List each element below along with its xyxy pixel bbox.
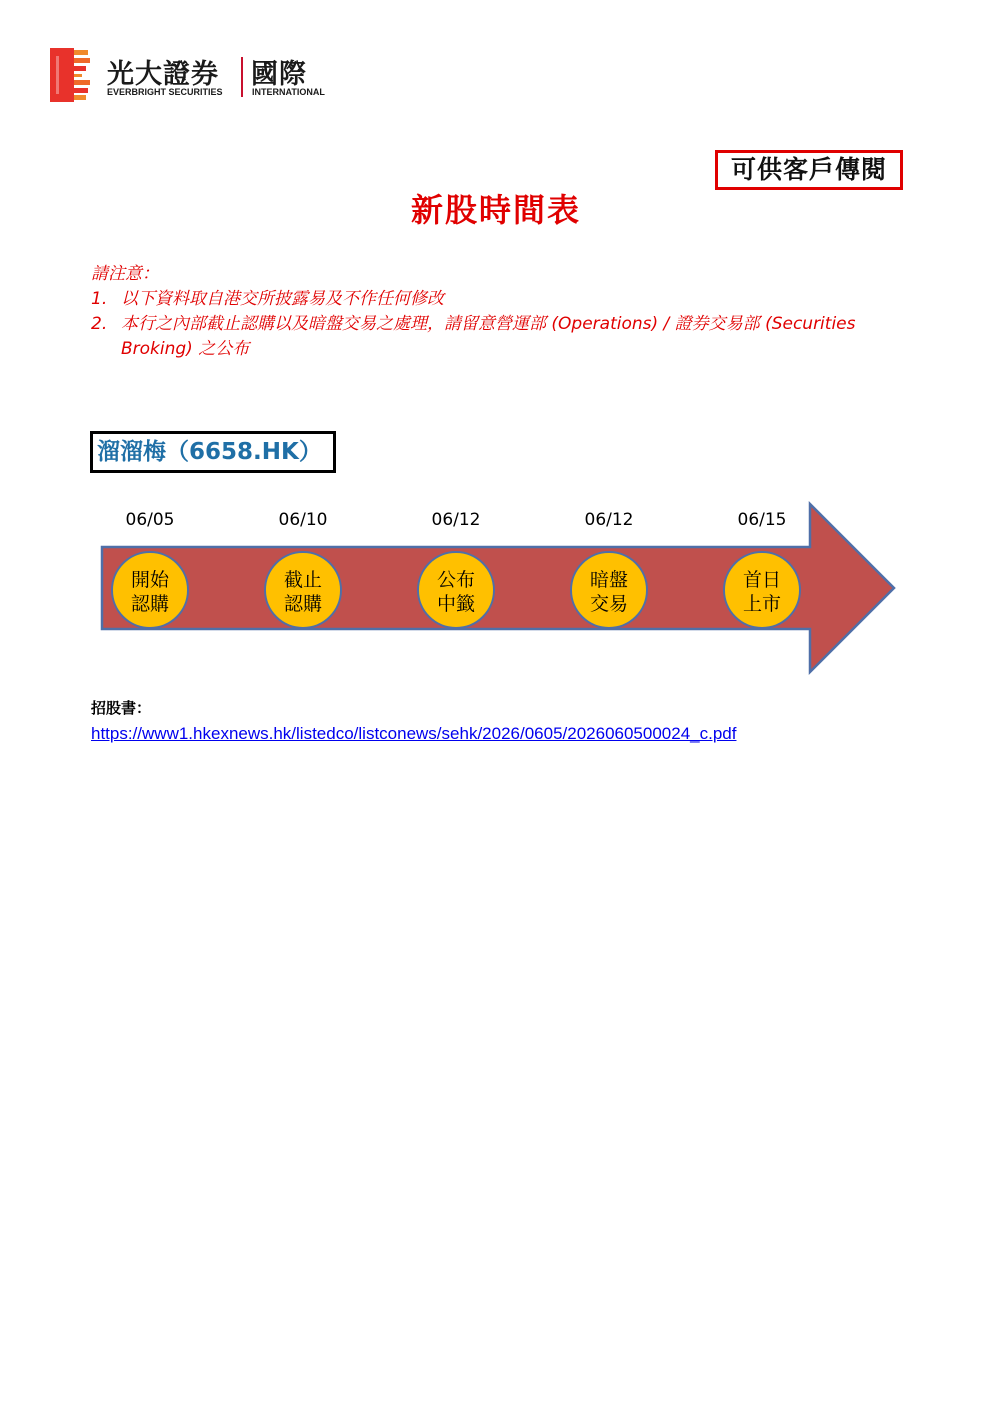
notice-heading: 請注意： xyxy=(91,264,159,284)
timeline-date: 06/05 xyxy=(125,510,175,530)
ipo-timeline-diagram xyxy=(90,500,898,676)
timeline-date: 06/12 xyxy=(431,510,481,530)
logo-chinese-international: 國際 xyxy=(251,59,307,90)
timeline-date: 06/12 xyxy=(584,510,634,530)
timeline-milestone-label: 開始 xyxy=(130,569,170,591)
timeline-milestone-label: 截止 xyxy=(283,569,323,591)
everbright-logo-icon xyxy=(50,48,92,102)
timeline-milestone-label: 認購 xyxy=(130,593,170,615)
page-title: 新股時間表 xyxy=(410,191,581,229)
notice-item-number: 1. xyxy=(91,289,108,309)
distribution-stamp: 可供客戶傳閱 xyxy=(715,150,903,190)
notice-list xyxy=(91,287,911,362)
timeline-date: 06/15 xyxy=(737,510,787,530)
timeline-milestone-label: 公布 xyxy=(436,569,476,591)
prospectus-link[interactable]: https://www1.hkexnews.hk/listedco/listconews/sehk/2026/0605/2026060500024_c.pdf xyxy=(91,724,737,743)
notice-item-number: 2. xyxy=(91,314,108,334)
notice-item xyxy=(91,287,911,312)
logo-chinese-name: 光大證券 xyxy=(107,59,219,90)
timeline-milestone-label: 首日 xyxy=(742,569,782,591)
timeline-milestone-label: 交易 xyxy=(589,593,629,615)
timeline-milestone-label: 暗盤 xyxy=(589,569,629,591)
notice-item xyxy=(91,312,911,362)
prospectus-label: 招股書： xyxy=(91,699,152,717)
logo-english-international: INTERNATIONAL xyxy=(252,87,325,97)
notice-item-text: 以下資料取自港交所披露易及不作任何修改 xyxy=(121,289,444,309)
stock-name-box: 溜溜梅（6658.HK） xyxy=(90,431,336,473)
logo-divider xyxy=(241,57,243,97)
logo-english-name: EVERBRIGHT SECURITIES xyxy=(107,87,223,97)
notice-block xyxy=(91,262,911,362)
timeline-date: 06/10 xyxy=(278,510,328,530)
timeline-milestone-label: 上市 xyxy=(742,593,782,615)
timeline-milestone-label: 認購 xyxy=(283,593,323,615)
timeline-milestone-label: 中籤 xyxy=(436,593,476,615)
notice-item-text: 本行之內部截止認購以及暗盤交易之處理，請留意營運部 (Operations) / 證券交易部 (Securities Broking) 之公布 xyxy=(121,314,856,359)
